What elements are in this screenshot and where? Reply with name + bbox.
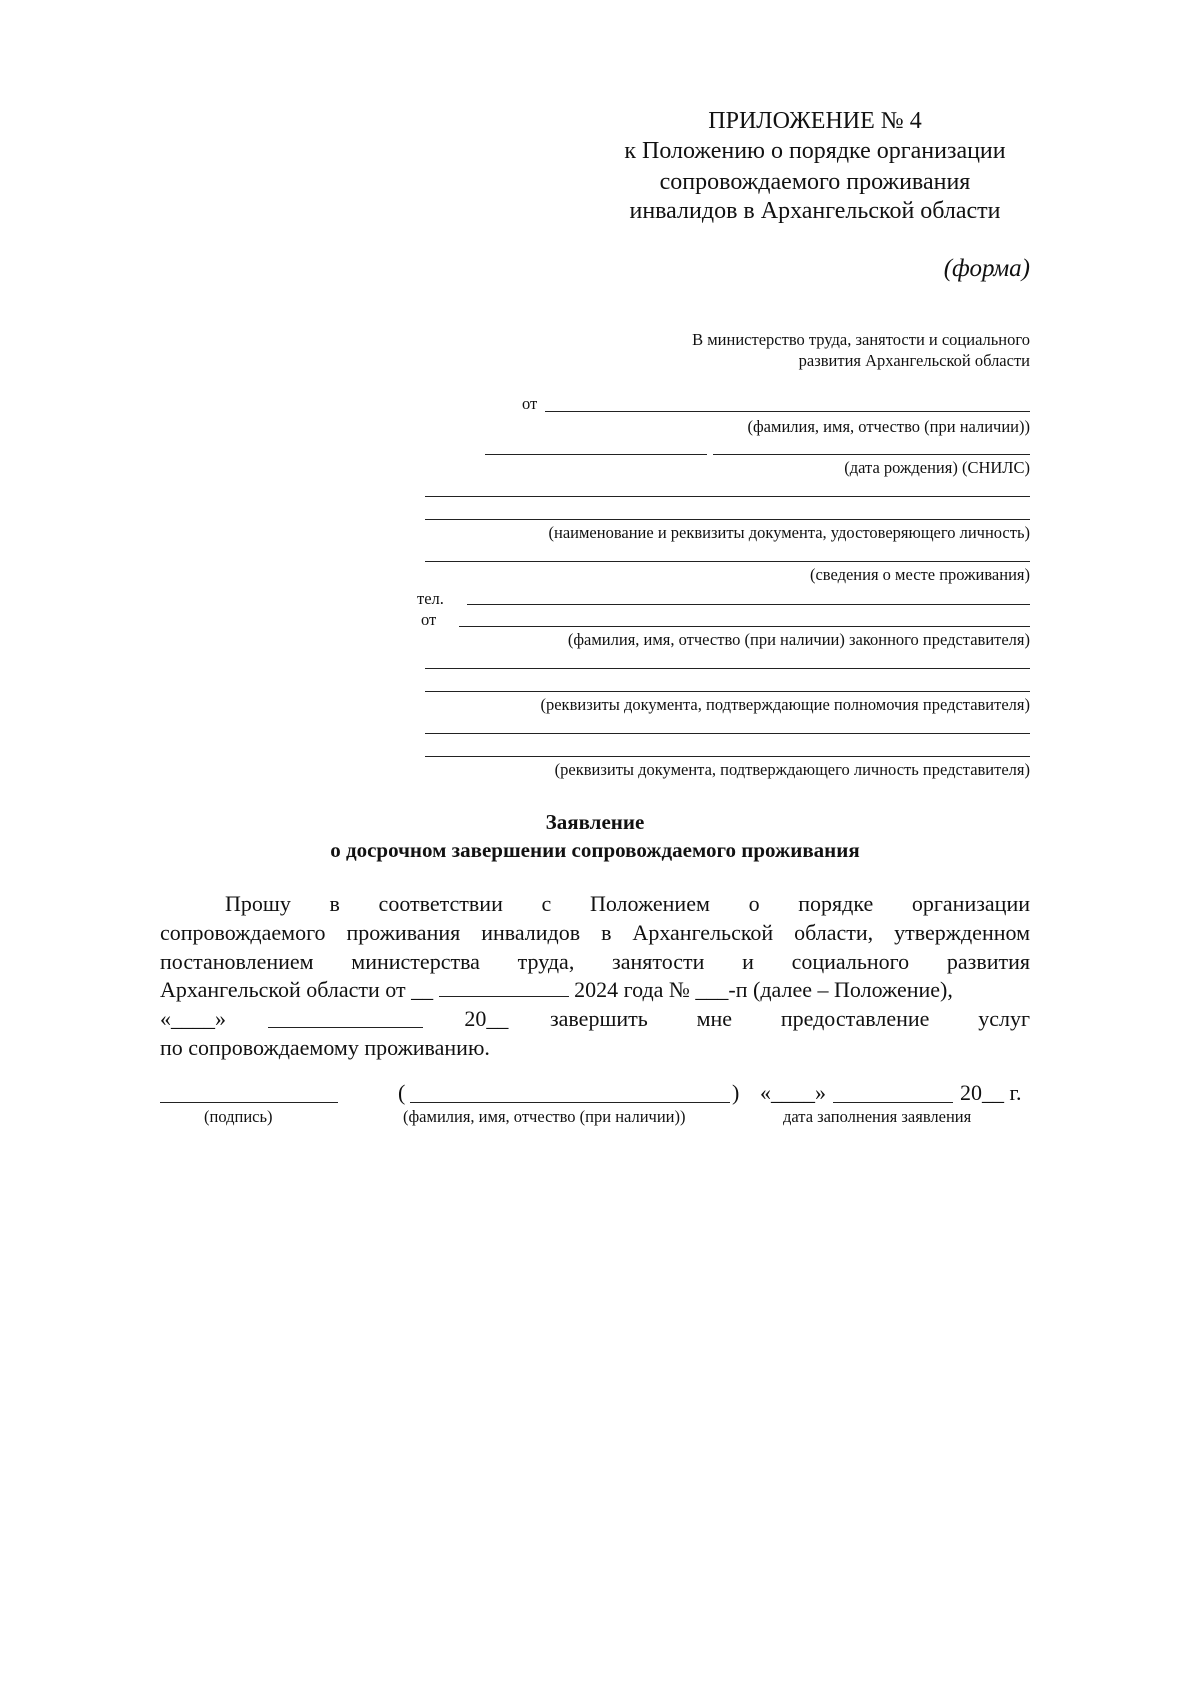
appendix-ref-line: инвалидов в Архангельской области [629, 198, 1001, 224]
rep-id-caption: (реквизиты документа, подтверждающего личность представителя) [554, 760, 1030, 779]
residence-caption: (сведения о месте проживания) [809, 565, 1030, 584]
phone-label: тел. [417, 589, 444, 608]
fio-field[interactable] [545, 411, 1030, 412]
rep-authority-field[interactable] [425, 691, 1030, 692]
snils-field[interactable] [713, 454, 1030, 455]
dob-snils-caption: (дата рождения) (СНИЛС) [844, 458, 1030, 477]
signature-fio-caption: (фамилия, имя, отчество (при наличии)) [403, 1107, 686, 1126]
signature-fio-field[interactable] [410, 1102, 730, 1103]
birth-date-field[interactable] [485, 454, 707, 455]
completion-year-field[interactable]: 20__ [464, 1006, 509, 1032]
body-text: 2024 года № ___-п (далее – Положение), [568, 977, 953, 1003]
phone-field[interactable] [467, 604, 1030, 605]
addressee-line: развития Архангельской области [798, 351, 1030, 370]
statement-title: Заявление [545, 810, 645, 834]
addressee-line: В министерство труда, занятости и социального [692, 330, 1030, 349]
open-paren: ( [398, 1080, 406, 1105]
signature-field[interactable] [160, 1102, 338, 1103]
fill-year-field[interactable]: 20__ г. [960, 1080, 1022, 1105]
rep-id-field[interactable] [425, 733, 1030, 734]
resolution-date-field[interactable] [439, 978, 569, 997]
id-document-caption: (наименование и реквизиты документа, удостоверяющего личность) [548, 523, 1030, 542]
id-document-field[interactable] [425, 496, 1030, 497]
residence-field[interactable] [425, 561, 1030, 562]
fill-date-caption: дата заполнения заявления [783, 1107, 972, 1126]
rep-authority-caption: (реквизиты документа, подтверждающие полномочия представителя) [540, 695, 1030, 714]
body-line [160, 976, 1030, 1005]
rep-id-field[interactable] [425, 756, 1030, 757]
fio-caption: (фамилия, имя, отчество (при наличии)) [747, 417, 1030, 436]
form-label: (форма) [943, 255, 1030, 282]
id-document-field[interactable] [425, 519, 1030, 520]
appendix-ref-line: сопровождаемого проживания [659, 169, 971, 195]
body-line: постановлением министерства труда, занятости и социального развития [160, 948, 1030, 974]
fill-day-field[interactable]: «____» [760, 1080, 826, 1105]
rep-fio-caption: (фамилия, имя, отчество (при наличии) законного представителя) [567, 630, 1030, 649]
body-line: по сопровождаемому проживанию. [160, 1034, 490, 1060]
close-paren: ) [732, 1080, 740, 1105]
statement-subtitle: о досрочном завершении сопровождаемого проживания [330, 838, 860, 862]
body-text: завершить мне предоставление услуг [549, 1006, 1030, 1032]
from-label: от [522, 394, 538, 413]
rep-from-label: от [421, 610, 437, 629]
appendix-number: ПРИЛОЖЕНИЕ № 4 [708, 108, 922, 134]
rep-fio-field[interactable] [459, 626, 1030, 627]
signature-caption: (подпись) [204, 1107, 273, 1126]
completion-day-field[interactable]: «____» [160, 1006, 226, 1032]
appendix-ref-line: к Положению о порядке организации [624, 138, 1006, 164]
statement-body [160, 890, 1030, 1063]
body-line [160, 1005, 1030, 1034]
fill-month-field[interactable] [833, 1102, 953, 1103]
completion-month-field[interactable] [268, 1005, 423, 1028]
rep-authority-field[interactable] [425, 668, 1030, 669]
body-line: сопровождаемого проживания инвалидов в Архангельской области, утвержденном [160, 919, 1030, 945]
body-text: Архангельской области от __ [160, 977, 439, 1003]
body-line: Прошу в соответствии с Положением о порядке организации [225, 891, 1030, 916]
